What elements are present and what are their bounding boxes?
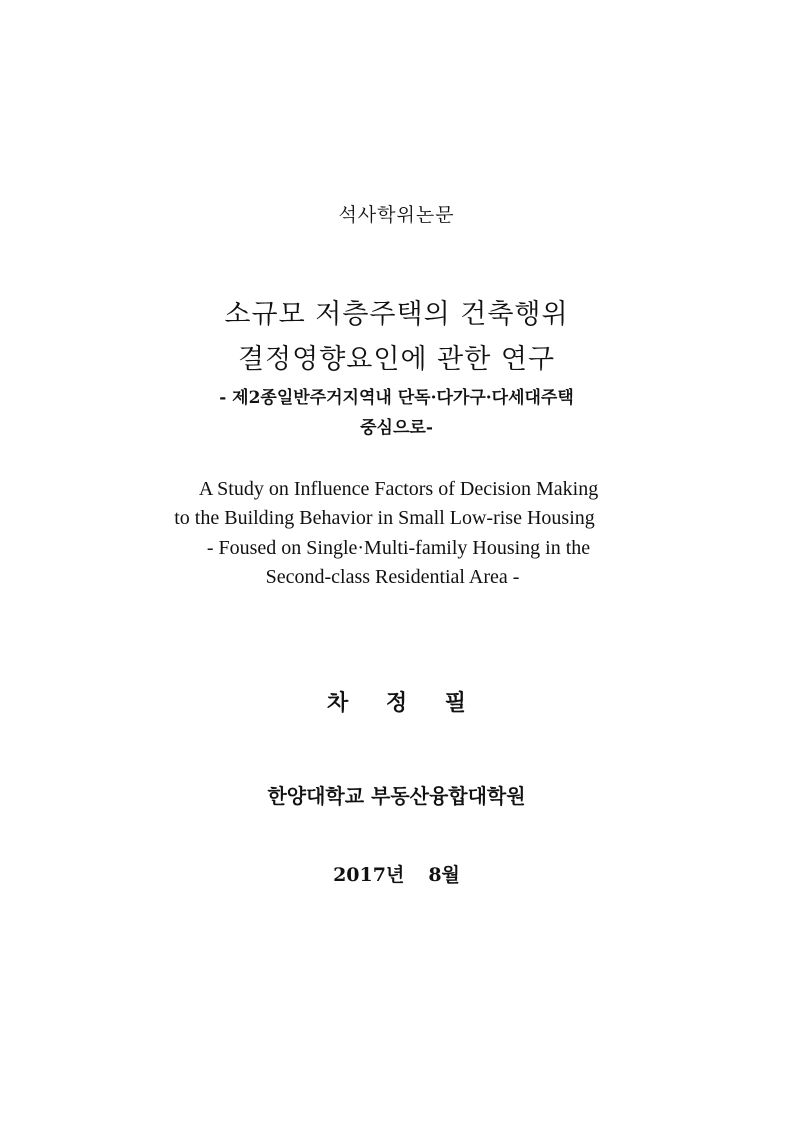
title-english-line2: to the Building Behavior in Small Low-rise Housing [174,507,595,529]
degree-label: 석사학위논문 [338,204,455,226]
date-month: 8월 [428,864,460,886]
title-english-line1: A Study on Influence Factors of Decision Making [198,478,599,500]
title-english-line4: Second-class Residential Area - [265,566,520,588]
title-korean-line1: 소규모 저층주택의 건축행위 [224,299,569,330]
title-korean-line2: 결정영향요인에 관한 연구 [237,344,556,375]
subtitle-korean-line1: - 제2종일반주거지역내 단독·다가구·다세대주택 [219,388,574,408]
title-english-line3: - Foused on Single·Multi-family Housing in the [206,537,591,559]
institution-name: 한양대학교 부동산융합대학원 [267,784,526,808]
subtitle-korean-line2: 중심으로- [360,418,433,438]
submission-date [0,860,793,887]
author-name: 차 정 필 [326,690,467,716]
date-year: 2017년 [333,864,405,886]
